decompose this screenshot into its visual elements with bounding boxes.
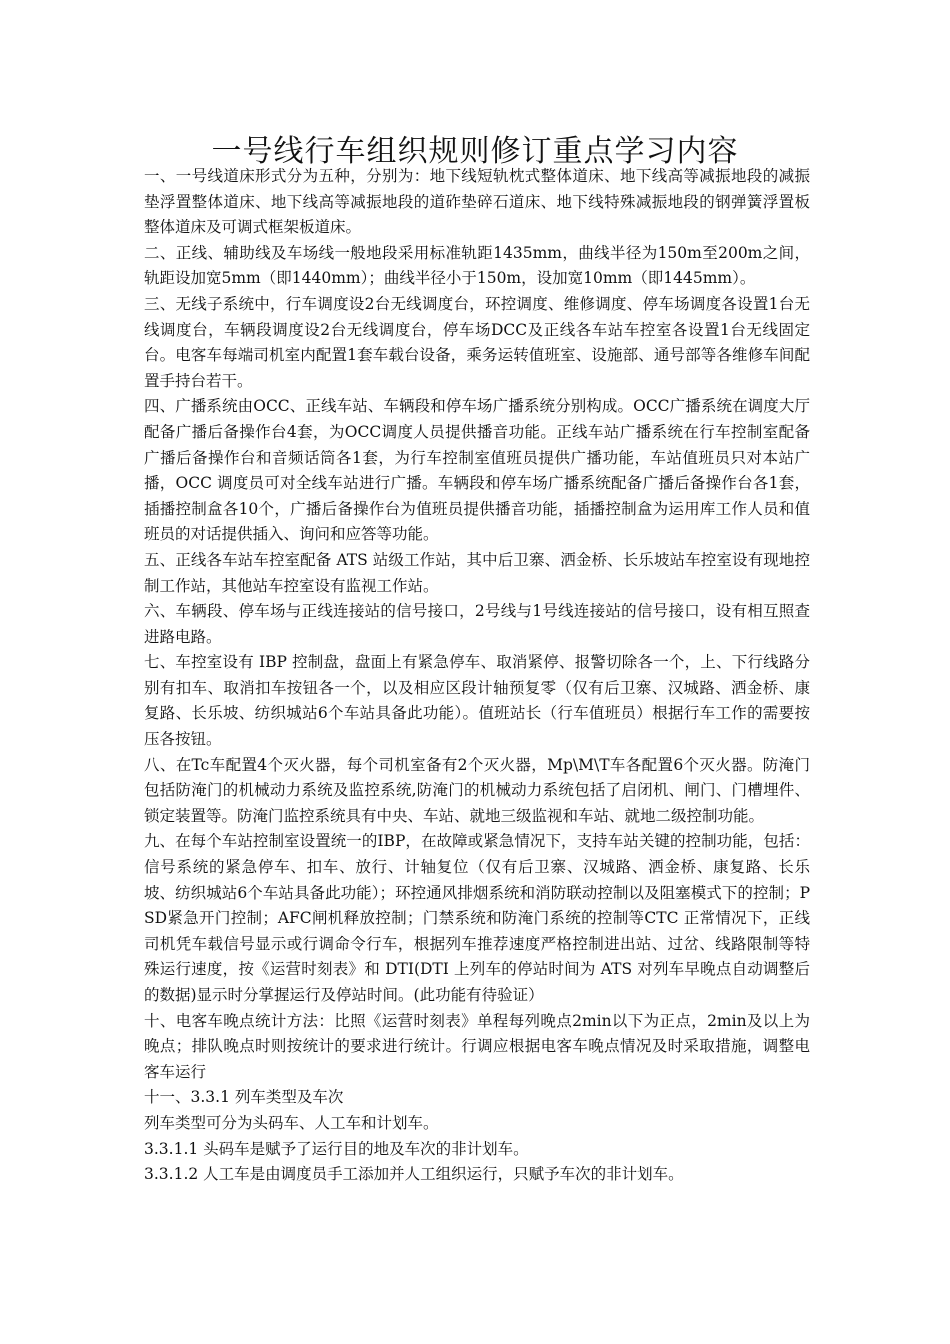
paragraph-8: 八、在Tc车配置4个灭火器，每个司机室备有2个灭火器，Mp\M\T车各配置6个灭火器。防淹门包括防淹门的机械动力系统及监控系统,防淹门的机械动力系统包括了启闭机、闸门、门槽埋件、锁定装置等。防淹门监控系统具有中央、车站、就地三级监视和车站、就地二级控制功能。 xyxy=(144,755,810,825)
paragraph-12: 列车类型可分为头码车、人工车和计划车。 xyxy=(144,1113,439,1132)
paragraph-1: 一、一号线道床形式分为五种，分别为：地下线短轨枕式整体道床、地下线高等减振地段的减振垫浮置整体道床、地下线高等减振地段的道砟垫碎石道床、地下线特殊减振地段的钢弹簧浮置板整体道床及可调式框架板道床。 xyxy=(144,167,810,237)
document-title: 一号线行车组织规则修订重点学习内容 xyxy=(211,134,739,170)
paragraph-13: 3.3.1.1 头码车是赋予了运行目的地及车次的非计划车。 xyxy=(144,1139,529,1158)
paragraph-10: 十、电客车晚点统计方法：比照《运营时刻表》单程每列晚点2min以下为正点，2min及以上为晚点；排队晚点时则按统计的要求进行统计。行调应根据电客车晚点情况及时采取措施，调整电客车运行 xyxy=(144,1011,810,1081)
paragraph-4: 四、广播系统由OCC、正线车站、车辆段和停车场广播系统分别构成。OCC广播系统在调度大厅配备广播后备操作台4套，为OCC调度人员提供播音功能。正线车站广播系统在行车控制室配备广播后备操作台和音频话筒各1套，为行车控制室值班员提供广播功能，车站值班员只对本站广播，OCC 调度员可对全线车站进行广播。车辆段和停车场广播系统配备广播后备操作台各1套，插播控制盒各10个，广播后备操作台为值班员提供播音功能，插播控制盒为运用库工作人员和值班员的对话提供插入、询问和应答等功能。 xyxy=(144,397,810,544)
paragraph-3: 三、无线子系统中，行车调度设2台无线调度台，环控调度、维修调度、停车场调度各设置1台无线调度台，车辆段调度设2台无线调度台，停车场DCC及正线各车站车控室各设置1台无线固定台。电客车每端司机室内配置1套车载台设备，乘务运转值班室、设施部、通号部等各维修车间配置手持台若干。 xyxy=(144,294,810,390)
paragraph-14: 3.3.1.2 人工车是由调度员手工添加并人工组织运行，只赋予车次的非计划车。 xyxy=(144,1165,684,1184)
paragraph-6: 六、车辆段、停车场与正线连接站的信号接口，2号线与1号线连接站的信号接口，设有相互照查进路电路。 xyxy=(144,602,810,646)
paragraph-9: 九、在每个车站控制室设置统一的IBP，在故障或紧急情况下，支持车站关键的控制功能，包括：信号系统的紧急停车、扣车、放行、计轴复位（仅有后卫寨、汉城路、洒金桥、康复路、长乐坡、纺织城站6个车站具备此功能）；环控通风排烟系统和消防联动控制以及阻塞模式下的控制；PSD紧急开门控制；AFC闸机释放控制；门禁系统和防淹门系统的控制等CTC 正常情况下，正线司机凭车载信号显示或行调命令行车，根据列车推荐速度严格控制进出站、过岔、线路限制等特殊运行速度，按《运营时刻表》和 DTI(DTI 上列车的停站时间为 ATS 对列车早晚点自动调整后的数据)显示时分掌握运行及停站时间。(此功能有待验证） xyxy=(144,832,810,1004)
paragraph-7: 七、车控室设有 IBP 控制盘，盘面上有紧急停车、取消紧停、报警切除各一个，上、下行线路分别有扣车、取消扣车按钮各一个，以及相应区段计轴预复零（仅有后卫寨、汉城路、洒金桥、康复路、长乐坡、纺织城站6个车站具备此功能）。值班站长（行车值班员）根据行车工作的需要按压各按钮。 xyxy=(144,653,810,749)
document-body xyxy=(144,164,810,1188)
paragraph-11: 十一、3.3.1 列车类型及车次 xyxy=(144,1088,344,1107)
paragraph-2: 二、正线、辅助线及车场线一般地段采用标准轨距1435mm，曲线半径为150m至200m之间，轨距设加宽5mm（即1440mm）；曲线半径小于150m，设加宽10mm（即1445mm）。 xyxy=(144,243,810,288)
paragraph-5: 五、正线各车站车控室配备 ATS 站级工作站，其中后卫寨、洒金桥、长乐坡站车控室设有现地控制工作站，其他站车控室设有监视工作站。 xyxy=(144,550,810,595)
